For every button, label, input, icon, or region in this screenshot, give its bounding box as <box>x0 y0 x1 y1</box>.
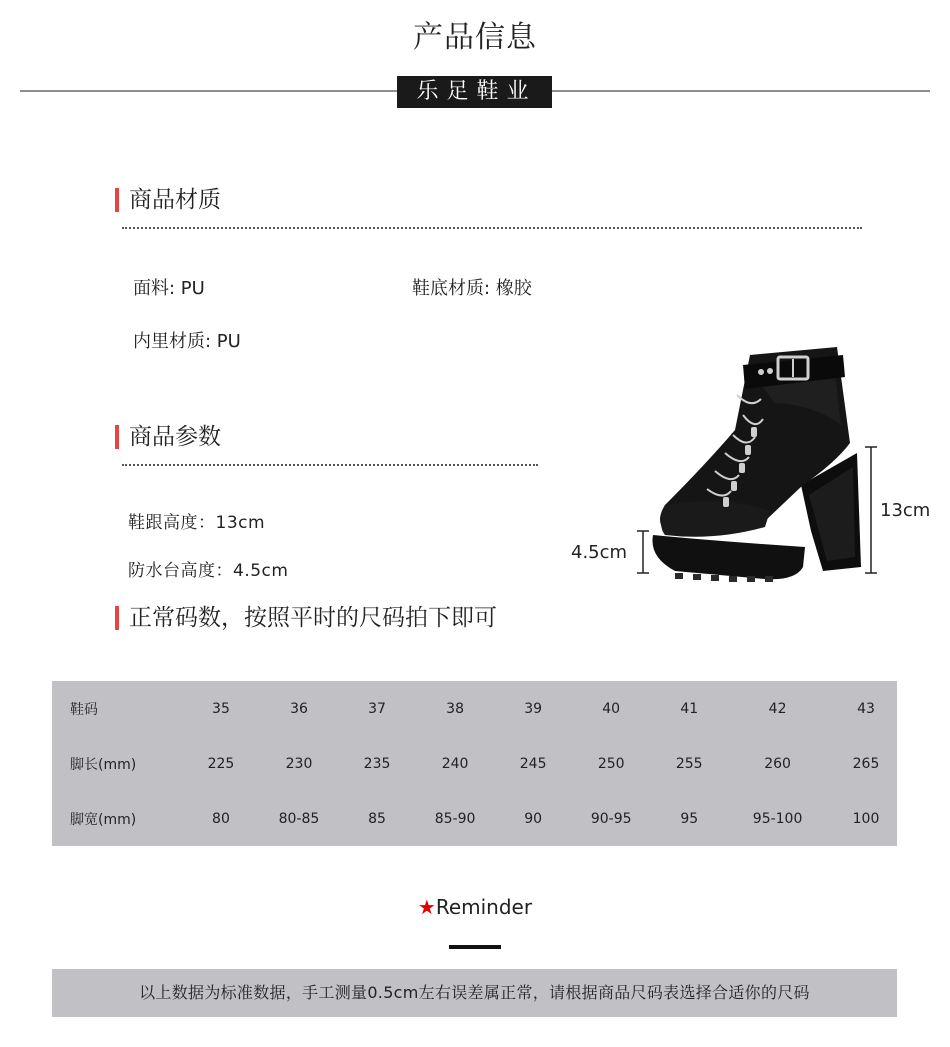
table-cell: 42 <box>768 700 787 717</box>
table-cell: 85 <box>368 810 386 827</box>
row-header: 脚宽(mm) <box>70 811 137 828</box>
table-cell: 37 <box>368 700 386 717</box>
table-cell: 225 <box>207 755 235 772</box>
section-divider-material <box>122 227 862 229</box>
table-cell: 230 <box>285 755 313 772</box>
table-cell: 100 <box>852 810 880 827</box>
table-cell: 35 <box>212 700 230 717</box>
star-icon: ★ <box>417 895 436 919</box>
measurement-note: 以上数据为标准数据，手工测量0.5cm左右误差属正常，请根据商品尺码表选择合适你的尺码 <box>52 969 897 1017</box>
table-cell: 39 <box>524 700 543 717</box>
table-cell: 80 <box>212 810 230 827</box>
table-cell: 41 <box>680 700 699 717</box>
table-cell: 245 <box>519 755 547 772</box>
reminder-underline <box>449 945 501 949</box>
table-cell: 240 <box>441 755 469 772</box>
reminder-title: Reminder <box>435 895 533 919</box>
param-platform-height: 防水台高度：4.5cm <box>128 561 289 581</box>
heel-height-label: 13cm <box>880 500 931 521</box>
table-cell: 85-90 <box>434 810 476 827</box>
section-title-material: 商品材质 <box>115 186 221 214</box>
table-cell: 235 <box>363 755 391 772</box>
table-cell: 260 <box>764 755 791 772</box>
table-cell: 80-85 <box>278 810 320 827</box>
size-table <box>52 681 897 846</box>
brand-badge: 乐足鞋业 <box>397 76 552 108</box>
table-cell: 43 <box>857 700 875 717</box>
row-header: 鞋码 <box>70 701 98 718</box>
table-row <box>52 681 897 736</box>
table-cell: 90 <box>524 810 543 827</box>
table-cell: 90-95 <box>590 810 632 827</box>
spec-sole: 鞋底材质: 橡胶 <box>412 278 532 299</box>
row-header: 脚长(mm) <box>70 756 137 773</box>
spec-lining: 内里材质: PU <box>133 331 241 352</box>
platform-height-label: 4.5cm <box>571 542 628 563</box>
table-cell: 40 <box>602 700 621 717</box>
table-cell: 38 <box>446 700 464 717</box>
section-divider-params <box>122 464 538 466</box>
table-cell: 95-100 <box>752 810 803 827</box>
table-cell: 265 <box>852 755 880 772</box>
table-cell: 250 <box>597 755 625 772</box>
table-cell: 95 <box>680 810 699 827</box>
page-title: 产品信息 <box>413 20 537 55</box>
table-cell: 36 <box>290 700 308 717</box>
table-row <box>52 736 897 791</box>
table-cell: 255 <box>675 755 703 772</box>
param-heel-height: 鞋跟高度：13cm <box>128 513 266 533</box>
section-title-params: 商品参数 <box>115 423 221 451</box>
reminder-heading <box>0 895 950 919</box>
table-row <box>52 791 897 846</box>
section-title-size-note: 正常码数，按照平时的尺码拍下即可 <box>115 604 497 632</box>
spec-fabric: 面料: PU <box>133 278 205 299</box>
